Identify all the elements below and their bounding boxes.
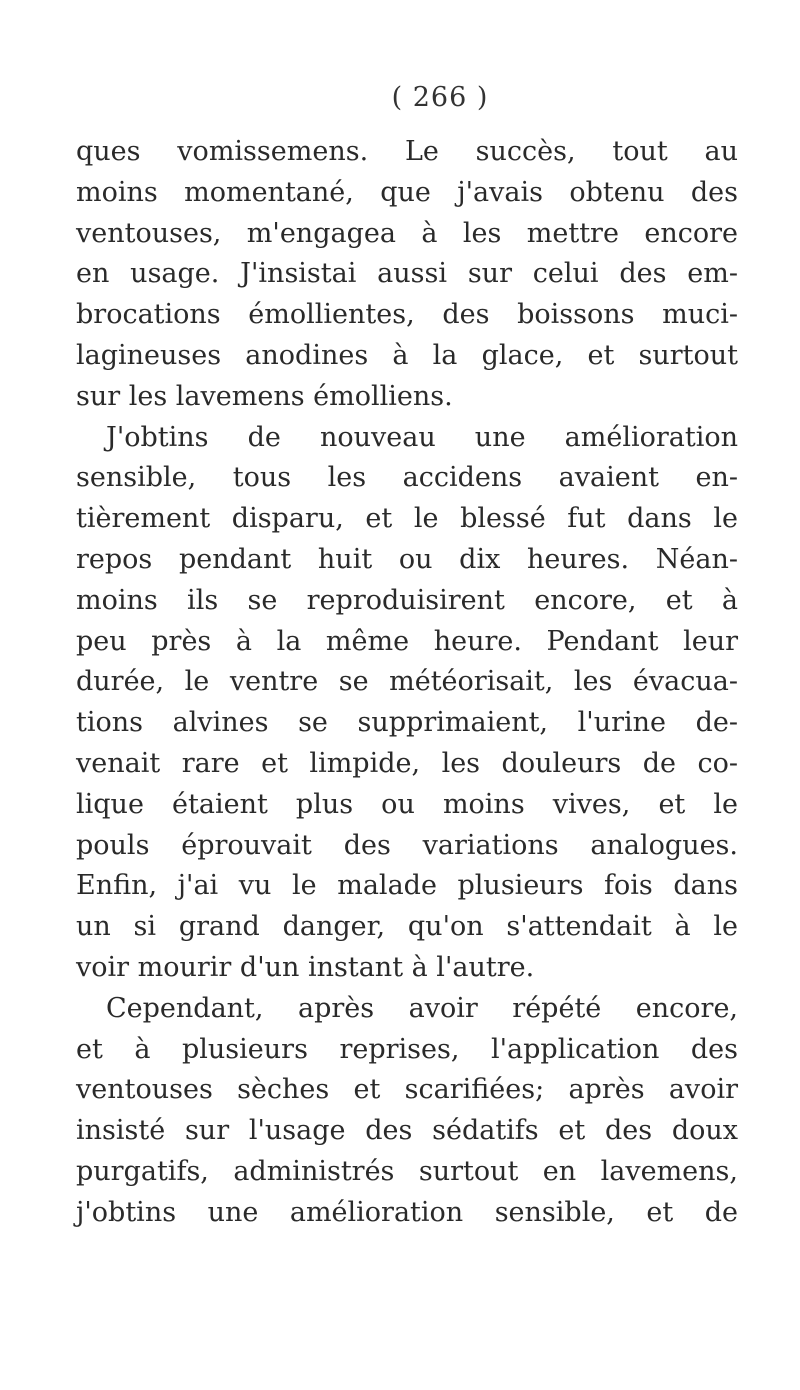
- text-line: insisté sur l'usage des sédatifs et des doux: [76, 1115, 738, 1147]
- text-line: ques vomissemens. Le succès, tout au: [76, 136, 738, 167]
- text-line: tions alvines se supprimaient, l'urine de-: [76, 707, 738, 739]
- text-line: moins ils se reproduisirent encore, et à: [76, 584, 738, 616]
- text-line: voir mourir d'un instant à l'autre.: [76, 951, 535, 983]
- page-number: ( 266 ): [391, 82, 489, 113]
- text-line: moins momentané, que j'avais obtenu des: [76, 176, 738, 208]
- text-line: j'obtins une amélioration sensible, et de: [76, 1196, 738, 1228]
- text-line: tièrement disparu, et le blessé fut dans le: [76, 503, 738, 535]
- text-line: pouls éprouvait des variations analogues.: [76, 829, 738, 861]
- text-line: venait rare et limpide, les douleurs de co-: [76, 747, 738, 779]
- text-line: lagineuses anodines à la glace, et surtout: [76, 339, 738, 371]
- text-line: Cependant, après avoir répété encore,: [106, 992, 738, 1024]
- text-line: un si grand danger, qu'on s'attendait à le: [76, 911, 738, 943]
- text-line: sur les lavemens émolliens.: [76, 380, 453, 412]
- text-line: brocations émollientes, des boissons muci-: [76, 299, 738, 331]
- text-line: durée, le ventre se météorisait, les évacua-: [76, 666, 738, 698]
- text-line: Enfin, j'ai vu le malade plusieurs fois dans: [76, 870, 738, 902]
- text-line: en usage. J'insistai aussi sur celui des em-: [76, 258, 738, 290]
- text-line: lique étaient plus ou moins vives, et le: [76, 788, 738, 820]
- body-text: [76, 132, 738, 1234]
- text-line: purgatifs, administrés surtout en lavemens,: [76, 1155, 738, 1187]
- text-line: ventouses sèches et scarifiées; après avoir: [76, 1074, 738, 1106]
- text-line: repos pendant huit ou dix heures. Néan-: [76, 543, 738, 575]
- text-line: peu près à la même heure. Pendant leur: [76, 625, 738, 657]
- text-line: sensible, tous les accidens avaient en-: [76, 462, 738, 494]
- text-line: J'obtins de nouveau une amélioration: [106, 421, 738, 453]
- text-line: ventouses, m'engagea à les mettre encore: [76, 217, 738, 249]
- text-line: et à plusieurs reprises, l'application des: [76, 1033, 738, 1065]
